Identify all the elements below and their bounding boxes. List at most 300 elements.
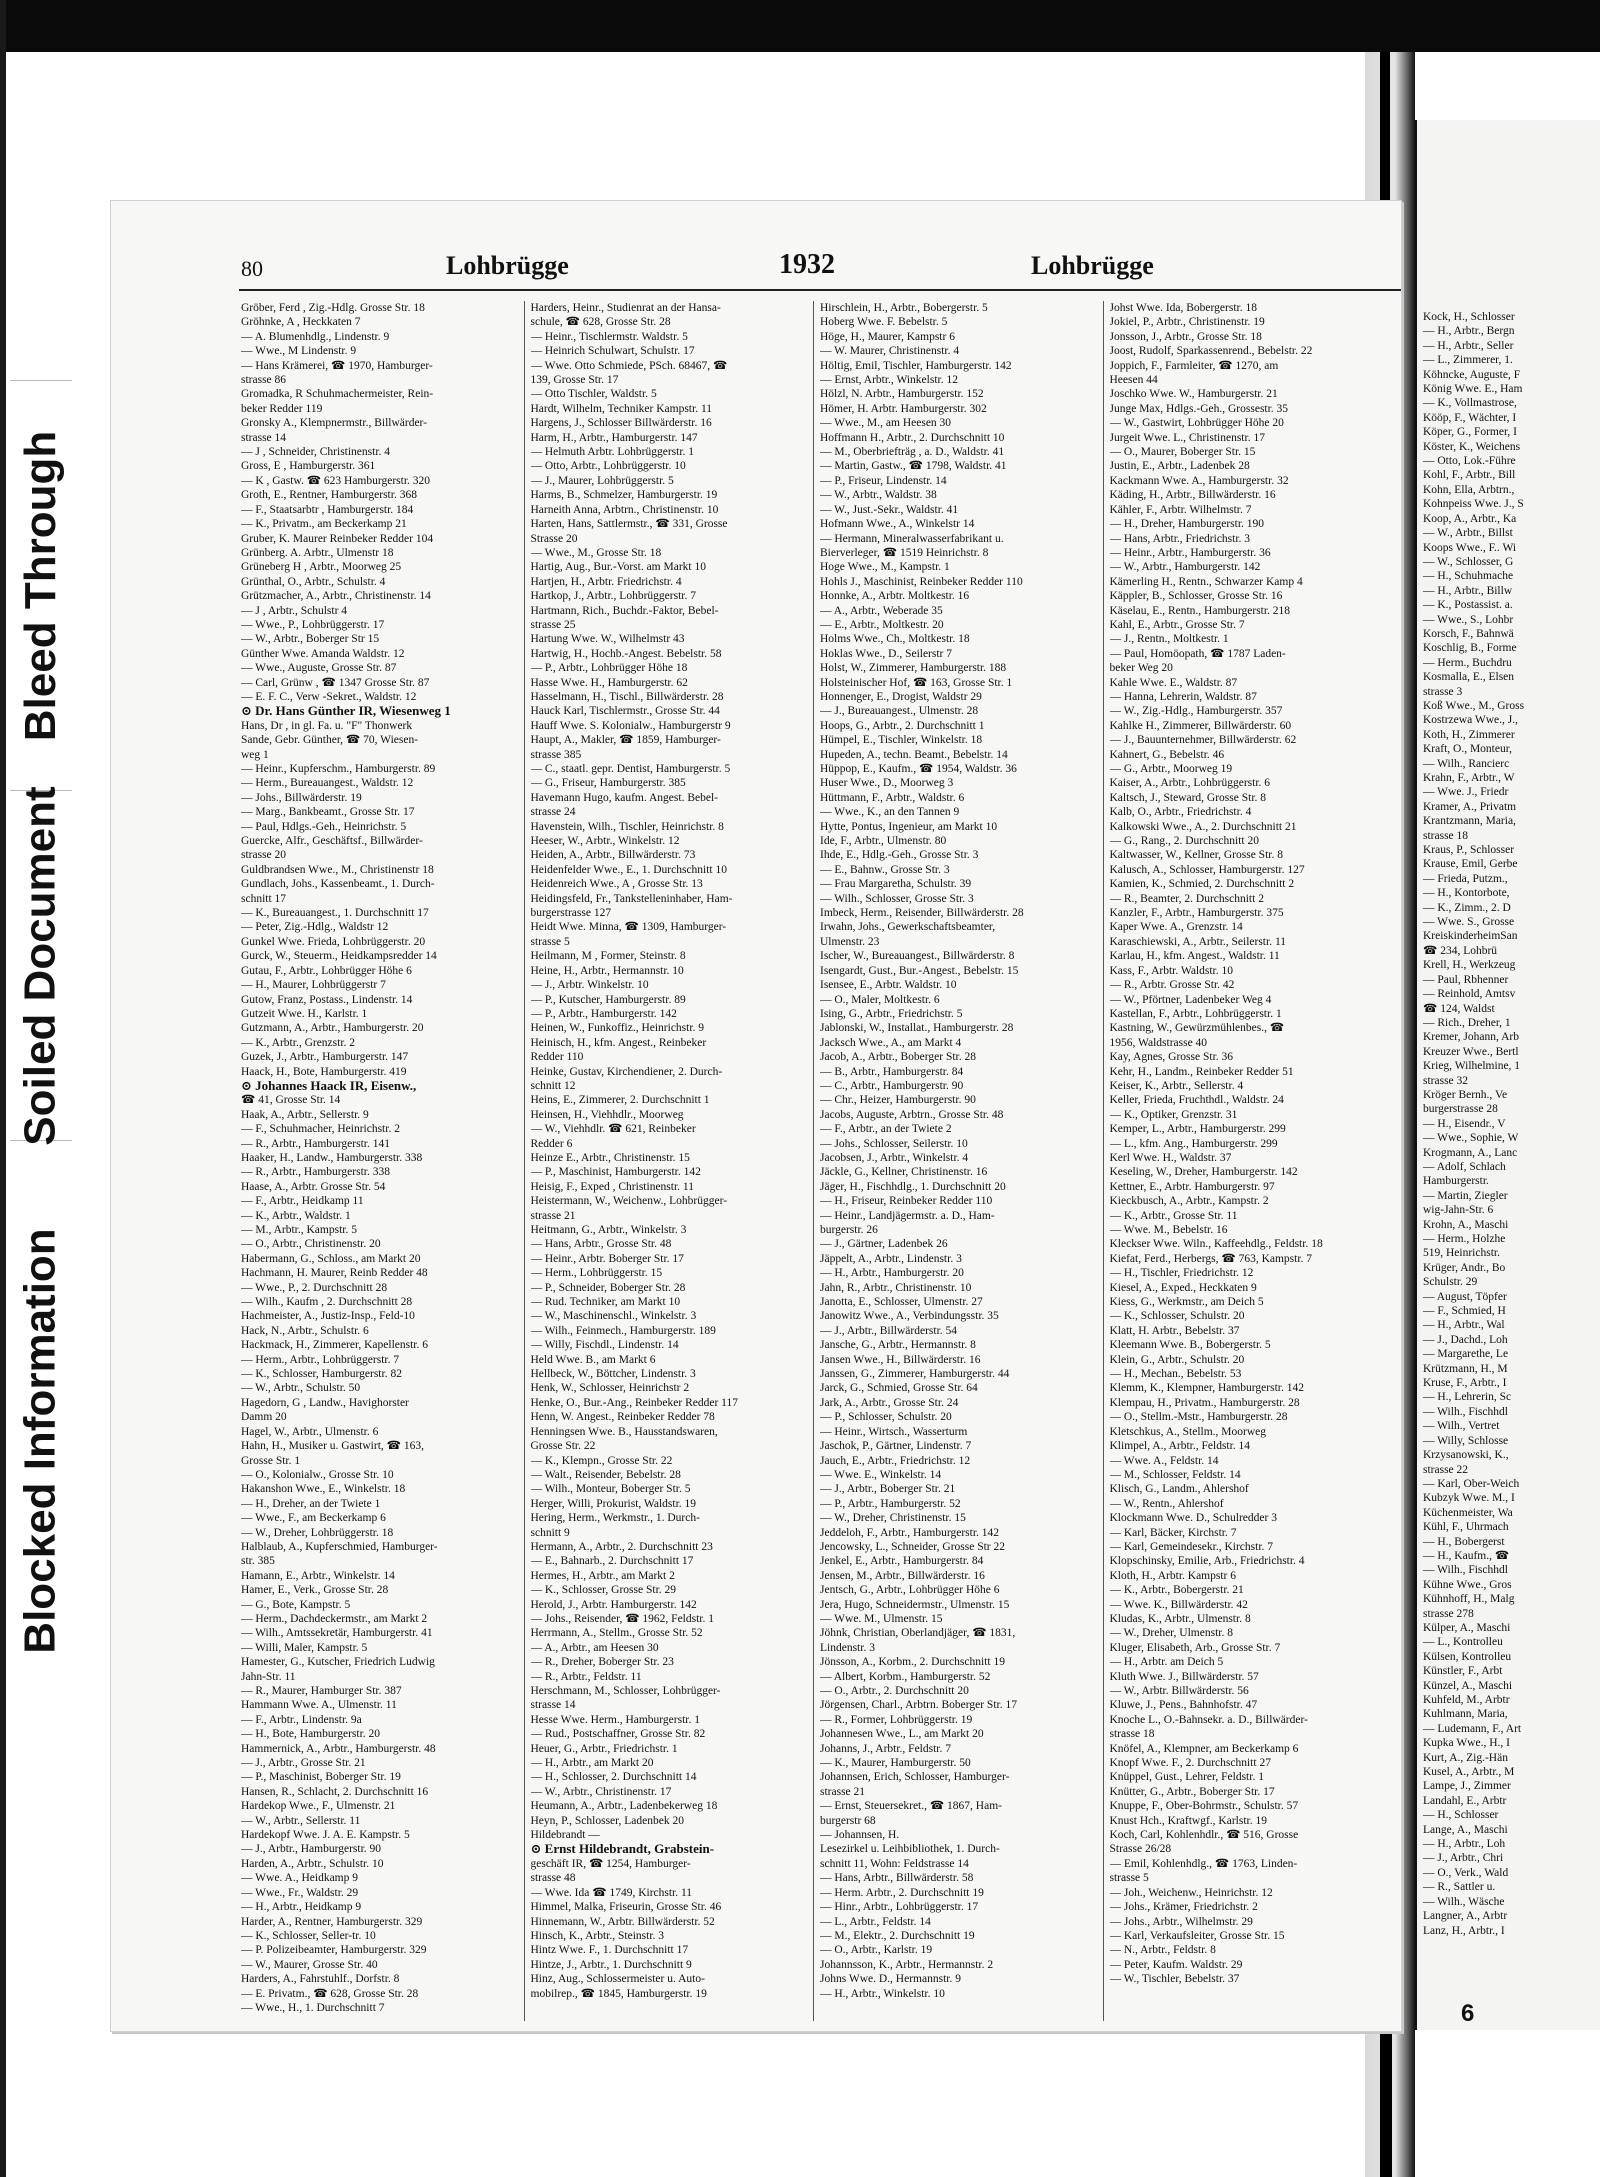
directory-entry: — Heinr., Wirtsch., Wasserturm <box>820 1425 968 1438</box>
directory-entry: Himmel, Malka, Friseurin, Grosse Str. 46 <box>530 1901 722 1914</box>
adjoining-entry: — H., Lehrerin, Sc <box>1423 1391 1512 1404</box>
directory-entry: — Wilh., Monteur, Boberger Str. 5 <box>530 1483 691 1496</box>
directory-entry: geschäft IR, ☎ 1254, Hamburger- <box>530 1857 691 1870</box>
directory-entry: ⊙ Johannes Haack IR, Eisenw., <box>241 1078 417 1093</box>
directory-entry: Jacobs, Auguste, Arbtrn., Grosse Str. 48 <box>820 1108 1004 1121</box>
directory-entry: Kastellan, F., Arbtr., Lohbrüggerstr. 1 <box>1109 1007 1282 1020</box>
directory-entry: — O., Maler, Moltkestr. 6 <box>820 993 940 1006</box>
adjoining-entry: Künstler, F., Arbt <box>1423 1665 1503 1678</box>
directory-entry: Havenstein, Wilh., Tischler, Heinrichstr. 8 <box>530 820 724 833</box>
directory-entry: Redder 110 <box>530 1051 584 1064</box>
directory-entry: — H., Tischler, Friedrichstr. 12 <box>1109 1267 1254 1280</box>
directory-entry: Jöhnk, Christian, Oberlandjäger, ☎ 1831, <box>820 1627 1016 1640</box>
directory-entry: Hachmann, H. Maurer, Reinb Redder 48 <box>241 1267 428 1280</box>
directory-entry: — Ernst, Arbtr., Winkelstr. 12 <box>820 374 958 387</box>
directory-entry: Hüttmann, F., Arbtr., Waldstr. 6 <box>820 791 965 804</box>
directory-entry: Hinsch, K., Arbtr., Steinstr. 3 <box>530 1929 665 1942</box>
directory-entry: Jera, Hugo, Schneidermstr., Ulmenstr. 15 <box>820 1598 1010 1611</box>
adjoining-entry: — Wilh., Wäsche <box>1423 1895 1505 1908</box>
directory-entry: Gutau, F., Arbtr., Lohbrügger Höhe 6 <box>241 964 412 977</box>
directory-entry: strasse 21 <box>530 1209 576 1222</box>
directory-entry: — W., Gastwirt, Lohbrügger Höhe 20 <box>1109 417 1284 430</box>
directory-entry: — K., Maurer, Hamburgerstr. 50 <box>820 1757 971 1770</box>
directory-entry: — K., Arbtr., Grenzstr. 2 <box>241 1036 356 1049</box>
directory-entry: — M., Schlosser, Feldstr. 14 <box>1109 1468 1241 1481</box>
directory-entry: str. 385 <box>241 1555 275 1568</box>
adjoining-entry: Krell, H., Werkzeug <box>1423 959 1516 972</box>
directory-entry: Hasse Wwe. H., Hamburgerstr. 62 <box>530 676 688 689</box>
directory-entry: — M., Oberbriefträg , a. D., Waldstr. 41 <box>820 446 1005 459</box>
adjoining-entry: — Wilh., Vertret <box>1423 1420 1500 1433</box>
directory-entry: Knopf Wwe. F., 2. Durchschnitt 27 <box>1109 1757 1271 1770</box>
directory-entry: — M., Elektr., 2. Durchschnitt 19 <box>820 1929 975 1942</box>
directory-entry: — W., Pförtner, Ladenbeker Weg 4 <box>1109 993 1272 1006</box>
directory-entry: strasse 48 <box>530 1872 576 1885</box>
adjoining-entry: Kööp, F., Wächter, I <box>1423 411 1517 424</box>
directory-entry: Klein, G., Arbtr., Schulstr. 20 <box>1109 1353 1245 1366</box>
adjoining-entry: Krantzmann, Maria, <box>1423 815 1516 828</box>
directory-entry: — K , Gastw. ☎ 623 Hamburgerstr. 320 <box>241 474 431 487</box>
directory-entry: — F., Schuhmacher, Heinrichstr. 2 <box>241 1123 400 1136</box>
directory-entry: — Frau Margaretha, Schulstr. 39 <box>820 878 972 891</box>
directory-entry: Kay, Agnes, Grosse Str. 36 <box>1109 1051 1234 1064</box>
directory-entry: Johannsen, Erich, Schlosser, Hamburger- <box>820 1771 1010 1784</box>
adjoining-entry: — Frieda, Putzm., <box>1423 872 1508 885</box>
directory-entry: Keiser, K., Arbtr., Sellerstr. 4 <box>1109 1079 1244 1092</box>
directory-entry: — Herm., Arbtr., Lohbrüggerstr. 7 <box>241 1353 400 1366</box>
directory-entry: Kähler, F., Arbtr. Wilhelmstr. 7 <box>1109 503 1252 516</box>
adjoining-entry: KreiskinderheimSan <box>1423 930 1518 943</box>
directory-entry: — J., Arbtr., Boberger Str. 21 <box>820 1483 956 1496</box>
directory-entry: Karaschiewski, A., Arbtr., Seilerstr. 11 <box>1109 935 1287 948</box>
directory-entry: — Wwe. M., Bebelstr. 16 <box>1109 1224 1228 1236</box>
adjoining-entry: Külper, A., Maschi <box>1423 1621 1511 1634</box>
adjoining-entry: — Wwe., S., Lohbr <box>1423 613 1514 626</box>
directory-entry: — Wilh., Amtssekretär, Hamburgerstr. 41 <box>241 1627 433 1640</box>
directory-entry: Janssen, G., Zimmerer, Hamburgerstr. 44 <box>820 1368 1010 1381</box>
directory-entry: Groth, E., Rentner, Hamburgerstr. 368 <box>241 489 417 502</box>
directory-entry: Jaschok, P., Gärtner, Lindenstr. 7 <box>820 1440 972 1453</box>
directory-entry: Holsteinischer Hof, ☎ 163, Grosse Str. 1 <box>820 676 1013 689</box>
directory-entry: Hytte, Pontus, Ingenieur, am Markt 10 <box>820 820 998 833</box>
directory-entry: Käding, H., Arbtr., Billwärderstr. 16 <box>1109 489 1276 502</box>
directory-entry: Imbeck, Herm., Reisender, Billwärderstr. 28 <box>820 907 1024 920</box>
adjoining-entry: Krogmann, A., Lanc <box>1423 1146 1518 1159</box>
directory-entry: — O., Stellm.-Mstr., Hamburgerstr. 28 <box>1109 1411 1288 1424</box>
directory-entry: Holms Wwe., Ch., Moltkestr. 18 <box>820 633 970 646</box>
adjoining-entry: Lange, A., Maschi <box>1423 1823 1508 1836</box>
directory-entry: — Heinr., Tischlermstr. Waldstr. 5 <box>530 330 688 343</box>
adjoining-entry: — Ludemann, F., Art <box>1423 1722 1522 1735</box>
directory-entry: — Heinr., Landjägermstr. a. D., Ham- <box>820 1209 995 1222</box>
directory-entry: — G., Friseur, Hamburgerstr. 385 <box>530 777 686 790</box>
adjoining-entry: Kohn, Ella, Arbtrn., <box>1423 483 1515 496</box>
adjoining-entry: Koops Wwe., F.. Wi <box>1423 541 1517 554</box>
directory-entry: — J., Bureauangest., Ulmenstr. 28 <box>820 705 979 718</box>
directory-entry: — G., Bote, Kampstr. 5 <box>241 1598 351 1611</box>
directory-entry: — W., Maurer, Grosse Str. 40 <box>241 1958 378 1971</box>
adjoining-entry: Kock, H., Schlosser <box>1423 311 1515 323</box>
directory-entry: — E., Arbtr., Moltkestr. 20 <box>820 618 944 631</box>
directory-entry: — Rud., Postschaffner, Grosse Str. 82 <box>530 1728 706 1741</box>
directory-entry: — O., Arbtr., Christinenstr. 20 <box>241 1238 381 1251</box>
adjoining-entry: Kohnpeiss Wwe. J., S <box>1423 498 1524 511</box>
directory-entry: schule, ☎ 628, Grosse Str. 28 <box>530 316 671 329</box>
directory-entry: Heesen 44 <box>1109 374 1158 387</box>
adjoining-entry: — Wilh., Rancierc <box>1423 757 1510 770</box>
directory-entry: Hauff Wwe. S. Kolonialw., Hamburgerstr 9 <box>530 719 731 732</box>
directory-entry: Gutzeit Wwe. H., Karlstr. 1 <box>241 1007 368 1020</box>
directory-entry: — Hermann, Mineralwasserfabrikant u. <box>820 532 1004 545</box>
directory-entry: Knoche L., O.-Bahnsekr. a. D., Billwärder- <box>1109 1713 1308 1726</box>
directory-entry: — Wwe., F., am Beckerkamp 6 <box>241 1512 386 1525</box>
directory-entry: Jansen Wwe., H., Billwärderstr. 16 <box>820 1353 981 1366</box>
directory-entry: — H., Arbtr., am Markt 20 <box>530 1757 654 1770</box>
directory-entry: Hoklas Wwe., D., Seilerstr 7 <box>820 647 953 660</box>
directory-entry: — L., Arbtr., Feldstr. 14 <box>820 1915 931 1928</box>
directory-entry: Redder 6 <box>530 1137 573 1150</box>
directory-entry: 1956, Waldstrasse 40 <box>1109 1036 1208 1049</box>
directory-entry: — F., Arbtr., Heidkamp 11 <box>241 1195 364 1208</box>
directory-entry: Gromadka, R Schuhmachermeister, Rein- <box>241 388 434 401</box>
directory-entry: — P., Maschinist, Hamburgerstr. 142 <box>530 1166 701 1179</box>
directory-entry: Kaiser, A., Arbtr., Lohbrüggerstr. 6 <box>1109 777 1271 790</box>
adjoining-entry: — Wilh., Fischhdl <box>1423 1564 1508 1577</box>
directory-entry: Henk, W., Schlosser, Heinrichstr 2 <box>530 1382 690 1395</box>
directory-entry: Harten, Hans, Sattlermstr., ☎ 331, Grosse <box>530 518 728 531</box>
directory-entry: — F., Staatsarbtr , Hamburgerstr. 184 <box>241 503 414 516</box>
directory-entry: Heistermann, W., Weichenw., Lohbrügger- <box>530 1195 728 1208</box>
directory-entry: — J., Arbtr., Billwärderstr. 54 <box>820 1324 958 1337</box>
directory-entry: Heins, E., Zimmerer, 2. Durchschnitt 1 <box>530 1094 710 1107</box>
directory-entry: Kaltwasser, W., Kellner, Grosse Str. 8 <box>1109 849 1283 862</box>
adjoining-entry: Kupka Wwe., H., I <box>1423 1737 1510 1750</box>
directory-column-1 <box>241 301 525 2021</box>
directory-entry: Klisch, G., Landm., Ahlershof <box>1109 1483 1249 1496</box>
directory-entry: — W., Rentn., Ahlershof <box>1109 1497 1224 1510</box>
adjoining-entry: strasse 3 <box>1423 685 1463 698</box>
directory-entry: Herrmann, A., Stellm., Grosse Str. 52 <box>530 1627 703 1640</box>
directory-entry: Kass, F., Arbtr. Waldstr. 10 <box>1109 964 1233 977</box>
directory-entry: — Hanna, Lehrerin, Waldstr. 87 <box>1109 690 1257 703</box>
directory-entry: schnitt 11, Wohn: Feldstrasse 14 <box>820 1857 969 1870</box>
directory-entry: — W., Arbtr. Billwärderstr. 56 <box>1109 1685 1249 1697</box>
directory-entry: Hachmeister, A., Justiz-Insp., Feld-10 <box>241 1310 415 1323</box>
adjoining-entry: — H., Arbtr., Billw <box>1423 584 1513 597</box>
directory-column-2 <box>531 301 815 2021</box>
directory-entry: Jönsson, A., Korbm., 2. Durchschnitt 19 <box>820 1656 1005 1669</box>
directory-entry: Heine, H., Arbtr., Hermannstr. 10 <box>530 964 684 977</box>
adjoining-entry: burgerstrasse 28 <box>1423 1103 1498 1116</box>
directory-entry: — Walt., Reisender, Bebelstr. 28 <box>530 1468 681 1481</box>
directory-entry: — Herm. Arbtr., 2. Durchschnitt 19 <box>820 1886 984 1899</box>
directory-entry: — O., Arbtr., Karlstr. 19 <box>820 1944 933 1957</box>
directory-entry: — A., Arbtr., am Heesen 30 <box>530 1641 659 1654</box>
adjoining-entry: Kühne Wwe., Gros <box>1423 1578 1512 1591</box>
adjoining-entry: strasse 18 <box>1423 829 1469 842</box>
directory-entry: Käselau, E., Rentn., Hamburgerstr. 218 <box>1109 604 1291 617</box>
directory-entry: Jark, A., Arbtr., Grosse Str. 24 <box>820 1396 959 1409</box>
directory-entry: — Johannsen, H. <box>820 1829 900 1842</box>
directory-entry: strasse 5 <box>1109 1872 1149 1885</box>
directory-entry: Henningsen Wwe. B., Hausstandswaren, <box>530 1425 718 1438</box>
directory-entry: — H., Bote, Hamburgerstr. 20 <box>241 1728 381 1741</box>
directory-entry: — Marg., Bankbeamt., Grosse Str. 17 <box>241 806 415 819</box>
directory-entry: — Wwe., H., 1. Durchschnitt 7 <box>241 2001 385 2014</box>
directory-entry: Karlau, H., kfm. Angest., Waldstr. 11 <box>1109 950 1280 963</box>
directory-entry: Hömer, H. Arbtr. Hamburgerstr. 302 <box>820 402 987 415</box>
directory-entry: Kalb, O., Arbtr., Friedrichstr. 4 <box>1109 806 1252 819</box>
directory-entry: Kettner, E., Arbtr. Hamburgerstr. 97 <box>1109 1180 1275 1193</box>
directory-entry: — Wwe., P., Lohbrüggerstr. 17 <box>241 618 385 631</box>
directory-entry: — Wwe., Fr., Waldstr. 29 <box>241 1886 359 1899</box>
directory-entry: Jencowsky, L., Schneider, Grosse Str 22 <box>820 1540 1005 1553</box>
directory-entry: burgerstr. 26 <box>820 1224 878 1236</box>
directory-entry: strasse 385 <box>530 748 582 761</box>
directory-entry: Gutzmann, A., Arbtr., Hamburgerstr. 20 <box>241 1022 424 1035</box>
directory-entry: — R., Arbtr., Hamburgerstr. 338 <box>241 1166 390 1179</box>
adjoining-entry: — August, Töpfer <box>1423 1290 1507 1303</box>
adjoining-entry: — H., Eisendr., V <box>1423 1117 1506 1130</box>
directory-entry: Knütter, G., Arbtr., Boberger Str. 17 <box>1109 1785 1275 1798</box>
adjoining-entry: Krohn, A., Maschi <box>1423 1218 1509 1231</box>
adjoining-entry: Koth, H., Zimmerer <box>1423 728 1515 741</box>
directory-entry: Kamien, K., Schmied, 2. Durchschnitt 2 <box>1109 878 1295 891</box>
directory-entry: — Paul, Homöopath, ☎ 1787 Laden- <box>1109 647 1286 660</box>
directory-entry: Hans, Dr , in gl. Fa. u. "F" Thonwerk <box>241 719 413 732</box>
directory-entry: — H., Schlosser, 2. Durchschnitt 14 <box>530 1771 697 1784</box>
directory-entry: Herschmann, M., Schlosser, Lohbrügger- <box>530 1685 721 1697</box>
directory-entry: Hartmann, Rich., Buchdr.-Faktor, Bebel- <box>530 604 719 617</box>
adjoining-entry: Kuhlmann, Maria, <box>1423 1708 1508 1721</box>
directory-entry: weg 1 <box>241 748 269 761</box>
directory-entry: Guldbrandsen Wwe., M., Christinenstr 18 <box>241 863 434 876</box>
directory-entry: Strasse 26/28 <box>1109 1843 1172 1856</box>
directory-entry: — W., Dreher, Christinenstr. 15 <box>820 1512 966 1525</box>
directory-entry: — P., Arbtr., Hamburgerstr. 142 <box>530 1007 677 1020</box>
directory-entry: Jörgensen, Charl., Arbtrn. Boberger Str. 17 <box>820 1699 1017 1712</box>
directory-entry: Hermes, H., Arbtr., am Markt 2 <box>530 1569 675 1582</box>
adjoining-entry: Kremer, Johann, Arb <box>1423 1031 1519 1044</box>
directory-entry: — R., Dreher, Boberger Str. 23 <box>530 1656 674 1669</box>
directory-entry: Klemm, K., Klempner, Hamburgerstr. 142 <box>1109 1382 1304 1395</box>
directory-entry: — Wilh., Kaufm , 2. Durchschnitt 28 <box>241 1296 413 1309</box>
adjoining-entry: Krahn, F., Arbtr., W <box>1423 772 1515 784</box>
directory-entry: — W., Viehhdlr. ☎ 621, Reinbeker <box>530 1123 696 1136</box>
directory-entry: Henke, O., Bur.-Ang., Reinbeker Redder 117 <box>530 1396 738 1409</box>
directory-entry: Jäckle, G., Kellner, Christinenstr. 16 <box>820 1166 988 1179</box>
adjoining-entry: Lampe, J., Zimmer <box>1423 1780 1511 1793</box>
directory-entry: Hartig, Aug., Bur.-Vorst. am Markt 10 <box>530 561 706 574</box>
directory-entry: Heinke, Gustav, Kirchendiener, 2. Durch- <box>530 1065 723 1078</box>
directory-entry: Kalusch, A., Schlosser, Hamburgerstr. 127 <box>1109 863 1305 876</box>
adjoining-entry: — W., Schlosser, G <box>1423 555 1514 568</box>
directory-entry: — Willi, Maler, Kampstr. 5 <box>241 1641 368 1654</box>
adjoining-entry: Kuhfeld, M., Arbtr <box>1423 1694 1510 1706</box>
directory-entry: — G., Rang., 2. Durchschnitt 20 <box>1109 835 1259 848</box>
label-bleed-through: Bleed Through <box>10 380 72 791</box>
directory-entry: — J., Bauunternehmer, Billwärderstr. 62 <box>1109 734 1297 747</box>
directory-entry: Kiesel, A., Exped., Heckkaten 9 <box>1109 1281 1257 1294</box>
directory-entry: Joschko Wwe. W., Hamburgerstr. 21 <box>1109 388 1278 401</box>
gutter-shadow-top <box>1380 52 1390 202</box>
directory-entry: Hofmann Wwe., A., Winkelstr 14 <box>820 518 975 531</box>
adjoining-entry: Kostrzewa Wwe., J., <box>1423 714 1518 727</box>
directory-columns <box>241 301 1393 2021</box>
directory-entry: Harders, A., Fahrstuhlf., Dorfstr. 8 <box>241 1973 400 1986</box>
directory-entry: — O., Maurer, Boberger Str. 15 <box>1109 446 1256 459</box>
adjoining-entry: Kröger Bernh., Ve <box>1423 1088 1508 1101</box>
directory-entry: Kluwe, J., Pens., Bahnhofstr. 47 <box>1109 1699 1258 1712</box>
directory-entry: Guzek, J., Arbtr., Hamburgerstr. 147 <box>241 1051 409 1064</box>
directory-entry: — Karl, Gemeindesekr., Kirchstr. 7 <box>1109 1540 1274 1553</box>
directory-entry: — E. Privatm., ☎ 628, Grosse Str. 28 <box>241 1987 419 2000</box>
directory-entry: — Hans, Arbtr., Grosse Str. 48 <box>530 1238 672 1251</box>
directory-entry: Harm, H., Arbtr., Hamburgerstr. 147 <box>530 431 698 444</box>
adjoining-entry: — L., Zimmerer, 1. <box>1423 354 1513 367</box>
directory-entry: — P., Maschinist, Boberger Str. 19 <box>241 1771 401 1784</box>
adjoining-entry: Koop, A., Arbtr., Ka <box>1423 512 1517 525</box>
directory-entry: Kiess, G., Werkmstr., am Deich 5 <box>1109 1296 1264 1309</box>
directory-entry: Jeddeloh, F., Arbtr., Hamburgerstr. 142 <box>820 1526 1000 1539</box>
directory-entry: — Otto Tischler, Waldstr. 5 <box>530 388 657 401</box>
header-rule <box>239 289 1401 291</box>
directory-entry: Heidenfelder Wwe., E., 1. Durchschnitt 10 <box>530 863 728 876</box>
directory-entry: Hüppop, E., Kaufm., ☎ 1954, Waldstr. 36 <box>820 763 1017 775</box>
directory-entry: — Karl, Verkaufsleiter, Grosse Str. 15 <box>1109 1929 1285 1942</box>
directory-entry: Grüneberg H , Arbtr., Moorweg 25 <box>241 561 402 574</box>
directory-entry: Klempau, H., Privatm., Hamburgerstr. 28 <box>1109 1396 1300 1409</box>
directory-entry: strasse 18 <box>1109 1728 1155 1741</box>
directory-entry: Keller, Frieda, Fruchthdl., Waldstr. 24 <box>1109 1094 1284 1107</box>
adjoining-entry: Krützmann, H., M <box>1423 1362 1508 1375</box>
directory-entry: — J., Gärtner, Ladenbek 26 <box>820 1238 948 1251</box>
directory-entry: Jarck, G., Schmied, Grosse Str. 64 <box>820 1382 978 1395</box>
directory-entry: Hoberg Wwe. F. Bebelstr. 5 <box>820 316 948 329</box>
directory-entry: Gundlach, Johs., Kassenbeamt., 1. Durch- <box>241 878 435 891</box>
directory-entry: — K., Bureauangest., 1. Durchschnitt 17 <box>241 907 429 920</box>
directory-entry: Lesezirkel u. Leihbibliothek, 1. Durch- <box>820 1843 1000 1856</box>
directory-entry: schnitt 17 <box>241 892 287 905</box>
directory-entry: — K., Schlosser, Grosse Str. 29 <box>530 1584 677 1597</box>
directory-entry: — Wwe., M., am Heesen 30 <box>820 417 952 430</box>
adjoining-entry: — H., Schlosser <box>1423 1809 1499 1822</box>
directory-entry: 139, Grosse Str. 17 <box>530 374 619 387</box>
directory-entry: Hesse Wwe. Herm., Hamburgerstr. 1 <box>530 1713 700 1726</box>
directory-entry: Heeser, W., Arbtr., Winkelstr. 12 <box>530 835 680 848</box>
directory-entry: — Heinrich Schulwart, Schulstr. 17 <box>530 345 695 358</box>
directory-entry: Jokiel, P., Arbtr., Christinenstr. 19 <box>1109 316 1265 329</box>
adjoining-entry: — Karl, Ober-Weich <box>1423 1477 1520 1490</box>
adjoining-entry: Kühl, F., Uhrmach <box>1423 1521 1509 1534</box>
directory-entry: Keseling, W., Dreher, Hamburgerstr. 142 <box>1109 1166 1298 1179</box>
directory-entry: — P., Schneider, Boberger Str. 28 <box>530 1281 686 1294</box>
directory-entry: Jauch, E., Arbtr., Friedrichstr. 12 <box>820 1454 971 1467</box>
directory-entry: Damm 20 <box>241 1411 287 1424</box>
directory-entry: strasse 25 <box>530 618 576 631</box>
directory-entry: — Wwe., K., an den Tannen 9 <box>820 806 960 819</box>
directory-entry: Kludas, K., Arbtr., Ulmenstr. 8 <box>1109 1612 1251 1625</box>
directory-entry: Hahn, H., Musiker u. Gastwirt, ☎ 163, <box>241 1440 424 1453</box>
label-soiled-document: Soiled Document <box>10 790 72 1141</box>
directory-entry: — Wwe., M., Grosse Str. 18 <box>530 546 662 559</box>
adjoining-entry: ☎ 124, Waldst <box>1423 1002 1495 1015</box>
page-header <box>111 201 1401 291</box>
directory-entry: Hartwig, H., Hochb.-Angest. Bebelstr. 58 <box>530 647 722 660</box>
adjoining-entry: — Martin, Ziegler <box>1423 1189 1508 1202</box>
directory-entry: Hammernick, A., Arbtr., Hamburgerstr. 48 <box>241 1742 436 1755</box>
directory-entry: Hartkop, J., Arbtr., Lohbrüggerstr. 7 <box>530 590 696 603</box>
directory-entry: Halblaub, A., Kupferschmied, Hamburger- <box>241 1540 438 1553</box>
directory-column-3 <box>820 301 1104 2021</box>
adjoining-entry: Künzel, A., Maschi <box>1423 1679 1513 1692</box>
adjoining-entry: Kosmalla, E., Elsen <box>1423 671 1515 684</box>
directory-entry: strasse 24 <box>530 806 576 819</box>
directory-entry: Johannsson, K., Arbtr., Hermannstr. 2 <box>820 1958 994 1971</box>
directory-entry: — W., Maschinenschl., Winkelstr. 3 <box>530 1310 697 1323</box>
directory-entry: — F., Arbtr., Lindenstr. 9a <box>241 1713 362 1726</box>
directory-entry: Kaper Wwe. A., Grenzstr. 14 <box>1109 921 1243 934</box>
directory-entry: — R., Arbtr., Hamburgerstr. 141 <box>241 1137 390 1150</box>
directory-entry: — H., Dreher, Hamburgerstr. 190 <box>1109 518 1265 531</box>
directory-entry: Herger, Willi, Prokurist, Waldstr. 19 <box>530 1497 697 1510</box>
adjoining-entry: Krause, Emil, Gerbe <box>1423 858 1518 871</box>
adjoining-entry: Landahl, E., Arbtr <box>1423 1794 1507 1807</box>
adjoining-entry: Kohl, F., Arbtr., Bill <box>1423 469 1516 482</box>
directory-entry: — J., Arbtr., Hamburgerstr. 90 <box>241 1843 382 1856</box>
directory-entry: Jentsch, G., Arbtr., Lohbrügger Höhe 6 <box>820 1584 1000 1597</box>
directory-entry: — H., Arbtr., Heidkamp 9 <box>241 1901 362 1914</box>
directory-entry: Honnenger, E., Drogist, Waldstr 29 <box>820 690 982 703</box>
directory-entry: — W., Arbtr., Boberger Str 15 <box>241 633 380 646</box>
directory-entry: — R., Former, Lohbrüggerstr. 19 <box>820 1713 973 1726</box>
directory-entry: Kahlke H., Zimmerer, Billwärderstr. 60 <box>1109 719 1292 732</box>
directory-entry: — W., Arbtr., Christinenstr. 17 <box>530 1785 672 1798</box>
directory-entry: — W., Just.-Sekr., Waldstr. 41 <box>820 503 959 516</box>
directory-entry: — Wwe. Ida ☎ 1749, Kirchstr. 11 <box>530 1886 693 1899</box>
directory-entry: Heidt Wwe. Minna, ☎ 1309, Hamburger- <box>530 921 727 934</box>
directory-entry: burgerstrasse 127 <box>530 907 612 920</box>
directory-entry: Heidenreich Wwe., A , Grosse Str. 13 <box>530 878 703 891</box>
directory-entry: Käppler, B., Schlosser, Grosse Str. 16 <box>1109 590 1283 603</box>
directory-entry: Kieckbusch, A., Arbtr., Kampstr. 2 <box>1109 1195 1269 1208</box>
directory-entry: Jacobsen, J., Arbtr., Winkelstr. 4 <box>820 1151 969 1164</box>
adjoining-entry: Külsen, Kontrolleu <box>1423 1650 1512 1663</box>
directory-entry: Gröber, Ferd , Zig.-Hdlg. Grosse Str. 18 <box>241 302 425 314</box>
directory-entry: Gröhnke, A , Heckkaten 7 <box>241 316 361 329</box>
directory-entry: Jensen, M., Arbtr., Billwärderstr. 16 <box>820 1569 985 1582</box>
directory-entry: Hamann, E., Arbtr., Winkelstr. 14 <box>241 1569 395 1582</box>
directory-entry: — H., Mechan., Bebelstr. 53 <box>1109 1368 1242 1381</box>
page-number: 80 <box>241 256 263 281</box>
directory-entry: — Johs., Krämer, Friedrichstr. 2 <box>1109 1901 1258 1914</box>
directory-entry: — Chr., Heizer, Hamburgerstr. 90 <box>820 1094 976 1107</box>
adjoining-entry: — W., Arbtr., Billst <box>1423 527 1513 540</box>
directory-entry: — Heinr., Arbtr., Hamburgerstr. 36 <box>1109 546 1271 559</box>
label-blocked-information: Blocked Information <box>10 1140 72 1741</box>
directory-entry: — C., Arbtr., Hamburgerstr. 90 <box>820 1079 964 1092</box>
directory-entry: ☎ 41, Grosse Str. 14 <box>241 1094 341 1107</box>
directory-entry: — K., Schlosser, Seller-tr. 10 <box>241 1929 376 1942</box>
directory-entry: — R., Arbtr. Grosse Str. 42 <box>1109 979 1235 992</box>
directory-entry: — W., Arbtr., Sellerstr. 11 <box>241 1814 361 1827</box>
directory-entry: — W., Dreher, Ulmenstr. 8 <box>1109 1627 1233 1640</box>
directory-entry: Klockmann Wwe. D., Schulredder 3 <box>1109 1512 1277 1525</box>
directory-entry: Heinen, W., Funkoffiz., Heinrichstr. 9 <box>530 1022 705 1035</box>
directory-entry: Havemann Hugo, kaufm. Angest. Bebel- <box>530 791 718 804</box>
directory-entry: Gruber, K. Maurer Reinbeker Redder 104 <box>241 532 434 545</box>
directory-entry: Knuppe, F., Ober-Bohrmstr., Schulstr. 57 <box>1109 1800 1299 1813</box>
